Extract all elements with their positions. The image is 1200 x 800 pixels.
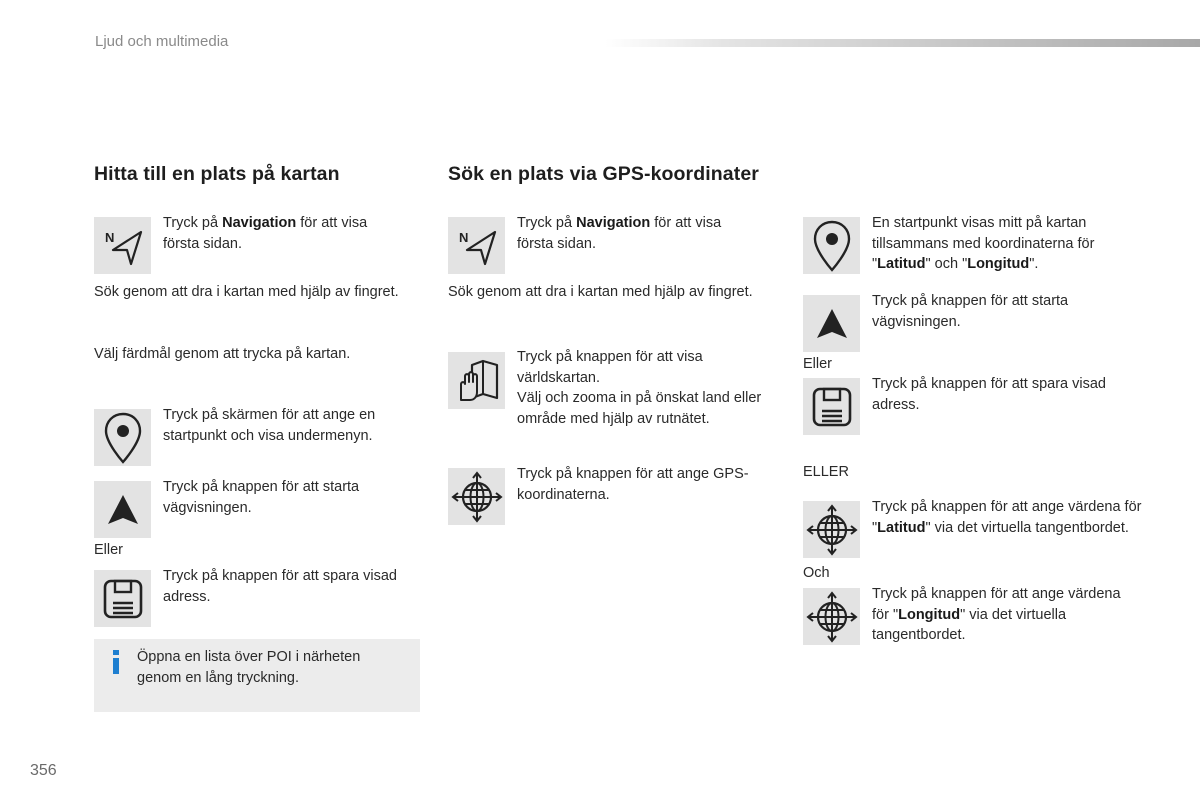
eller-label: Eller bbox=[803, 356, 833, 372]
heading-gps-search: Sök en plats via GPS-koordinater bbox=[448, 163, 759, 185]
gps-instruction: Tryck på knappen för att ange GPS-koordinaterna. bbox=[517, 466, 749, 503]
navigation-icon bbox=[94, 217, 151, 274]
info-icon bbox=[110, 650, 122, 674]
nav-instruction: Tryck på Navigation för att visa första sidan. bbox=[517, 215, 722, 252]
zoom-instruction: Välj och zooma in på önskat land eller område med hjälp av rutnätet. bbox=[517, 390, 762, 427]
pin-instruction: Tryck på skärmen för att ange en startpunkt och visa undermenyn. bbox=[163, 407, 376, 444]
save-instruction: Tryck på knappen för att spara visad adress. bbox=[872, 376, 1106, 413]
heading-find-on-map: Hitta till en plats på kartan bbox=[94, 163, 340, 185]
longitude-instruction: Tryck på knappen för att ange värdena för "Longitud" via det virtuella tangentbordet. bbox=[872, 586, 1121, 643]
eller-caps-label: ELLER bbox=[803, 464, 849, 480]
latitude-globe-icon bbox=[803, 501, 860, 558]
svg-text:N: N bbox=[458, 229, 468, 245]
info-text: Öppna en lista över POI i närheten genom en lång tryckning. bbox=[137, 649, 361, 686]
map-pin-icon bbox=[803, 217, 860, 274]
section-title: Ljud och multimedia bbox=[95, 33, 229, 50]
start-instruction: Tryck på knappen för att starta vägvisningen. bbox=[872, 293, 1069, 330]
latitude-instruction: Tryck på knappen för att ange värdena för "Latitud" via det virtuella tangentbordet. bbox=[872, 499, 1142, 536]
page-number: 356 bbox=[30, 762, 57, 779]
start-guidance-icon bbox=[94, 481, 151, 538]
startpoint-text: En startpunkt visas mitt på kartan tillsammans med koordinaterna för "Latitud" och "Longitud". bbox=[872, 215, 1095, 272]
select-destination-text: Välj färdmål genom att trycka på kartan. bbox=[94, 346, 351, 362]
save-icon bbox=[803, 378, 860, 435]
map-pin-icon bbox=[94, 409, 151, 466]
start-guidance-icon bbox=[803, 295, 860, 352]
svg-text:N: N bbox=[104, 229, 114, 245]
save-instruction: Tryck på knappen för att spara visad adress. bbox=[163, 568, 397, 605]
world-map-instruction: Tryck på knappen för att visa världskartan. bbox=[517, 349, 703, 386]
drag-instruction: Sök genom att dra i kartan med hjälp av fingret. bbox=[94, 284, 399, 300]
nav-instruction: Tryck på Navigation för att visa första sidan. bbox=[163, 215, 368, 252]
navigation-icon bbox=[448, 217, 505, 274]
longitude-globe-icon bbox=[803, 588, 860, 645]
gps-globe-icon bbox=[448, 468, 505, 525]
eller-label: Eller bbox=[94, 542, 124, 558]
och-label: Och bbox=[803, 565, 830, 581]
world-map-icon bbox=[448, 352, 505, 409]
save-icon bbox=[94, 570, 151, 627]
start-instruction: Tryck på knappen för att starta vägvisningen. bbox=[163, 479, 360, 516]
header-gradient-bar bbox=[605, 39, 1200, 47]
drag-instruction: Sök genom att dra i kartan med hjälp av fingret. bbox=[448, 284, 753, 300]
